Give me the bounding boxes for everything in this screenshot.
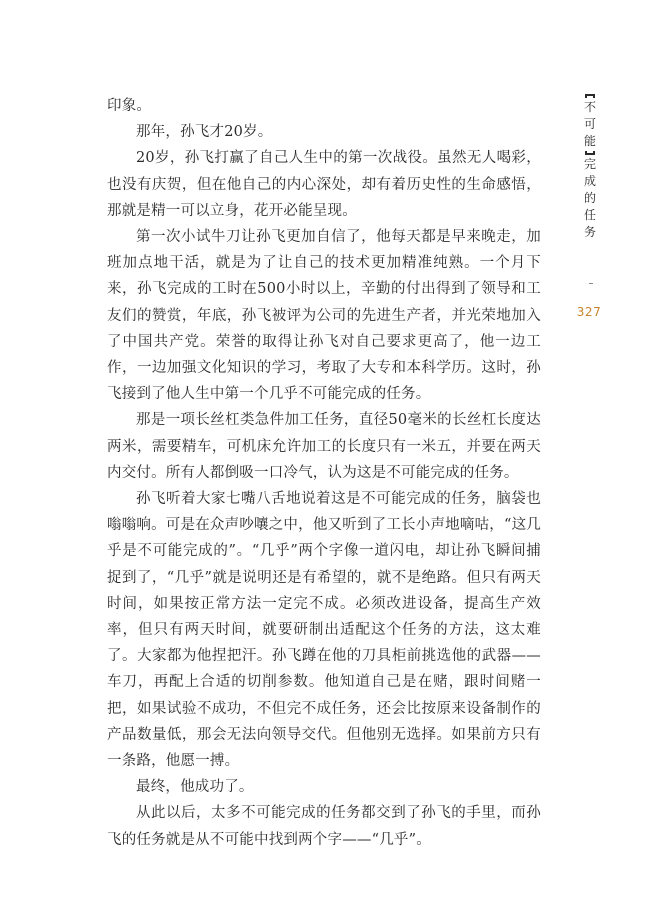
chapter-title-bracketed: 不可能 xyxy=(583,100,596,148)
corner-bracket-close xyxy=(585,151,595,155)
paragraph: 那是一项长丝杠类急件加工任务，直径50毫米的长丝杠长度达两米，需要精车，可机床允许加工的长度只有一米五，并要在两天内交付。所有人都倒吸一口冷气，认为这是不可能完成的任务。 xyxy=(107,412,541,481)
paragraph: 第一次小试牛刀让孙飞更加自信了，他每天都是早来晚走，加班加点地干活，就是为了让自己的技术更加精准纯熟。一个月下来，孙飞完成的工时在500小时以上，辛勤的付出得到了领导和工友们的赞赏，年底，孙飞被评为公司的先进生产者，并光荣地加入了中国共产党。荣誉的取得让孙飞对自己要求更高了，他一边工作，一边加强文化知识的学习，考取了大专和本科学历。这时，孙飞接到了他人生中第一个几乎不可能完成的任务。 xyxy=(107,229,541,403)
paragraph: 从此以后，太多不可能完成的任务都交到了孙飞的手里，而孙飞的任务就是从不可能中找到两个字——“几乎”。 xyxy=(107,805,541,848)
page-number: 327 xyxy=(576,305,602,319)
corner-bracket-open xyxy=(585,94,595,98)
body-text xyxy=(107,93,541,853)
paragraph: 20岁，孙飞打赢了自己人生中的第一次战役。虽然无人喝彩，也没有庆贺，但在他自己的内心深处，却有着历史性的生命感悟，那就是精一可以立身，花开必能呈现。 xyxy=(107,150,541,219)
paragraph-continuation: 印象。 xyxy=(107,98,152,114)
paragraph: 最终，他成功了。 xyxy=(136,779,254,796)
chapter-title-rest: 完成的任务 xyxy=(583,157,596,239)
running-chapter-title xyxy=(582,93,598,241)
paragraph: 孙飞听着大家七嘴八舌地说着这是不可能完成的任务，脑袋也嗡嗡响。可是在众声吵嚷之中，他又听到了工长小声地嘀咕，“这几乎是不可能完成的”。“几乎”两个字像一道闪电，却让孙飞瞬间捕捉到了，“几乎”就是说明还是有希望的，就不是绝路。但只有两天时间，如果按正常方法一定完不成。必须改进设备，提高生产效率，但只有两天时间，就要研制出适配这个任务的方法，这太难了。大家都为他捏把汗。孙飞蹲在他的刀具柜前挑选他的武器——车刀，再配上合适的切削参数。他知道自己是在赌，跟时间赌一把，如果试验不成功，不但完不成任务，还会比按原来设备制作的产品数量低，那会无法向领导交代。但他别无选择。如果前方只有一条路，他愿一搏。 xyxy=(107,491,541,770)
paragraph: 那年，孙飞才20岁。 xyxy=(136,124,273,141)
separator-dash xyxy=(589,283,593,284)
